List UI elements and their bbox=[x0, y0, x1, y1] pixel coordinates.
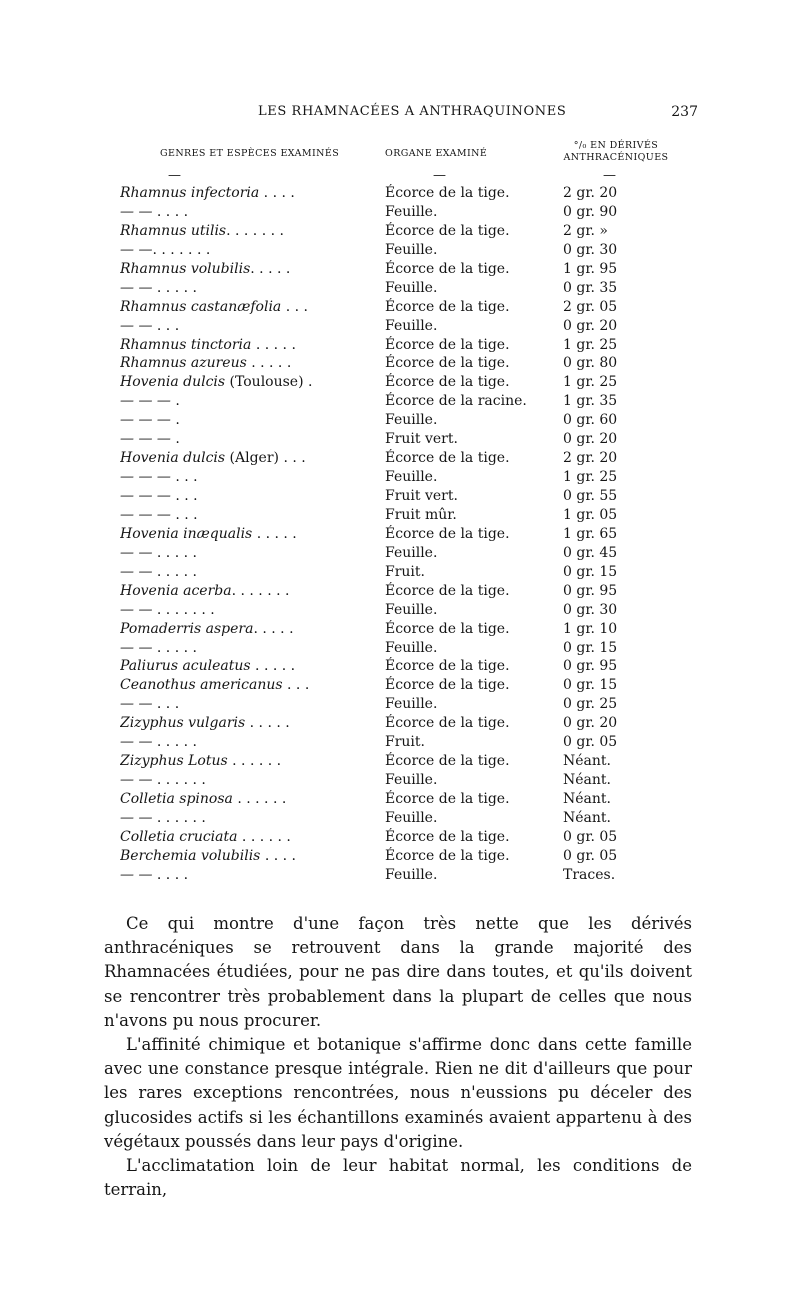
dot-leader: . . . . . bbox=[250, 260, 291, 277]
species-cell bbox=[120, 336, 348, 355]
dot-leader: . . . . bbox=[152, 866, 189, 883]
dot-leader: . . . . . bbox=[250, 658, 296, 675]
organ-cell: Écorce de la racine. bbox=[385, 393, 527, 410]
species-cell bbox=[120, 676, 348, 695]
percentage-cell: 0 gr. 35 bbox=[563, 279, 618, 296]
species-name: — — bbox=[120, 866, 153, 883]
species-cell bbox=[120, 392, 348, 411]
percentage-cell: 1 gr. 25 bbox=[563, 336, 618, 353]
species-name: — — bbox=[120, 639, 153, 656]
dot-leader: . . . . . . bbox=[227, 753, 282, 770]
species-cell bbox=[120, 506, 348, 525]
organ-cell: Écorce de la tige. bbox=[385, 374, 510, 391]
species-name: — — bbox=[120, 601, 153, 618]
table-header bbox=[0, 136, 800, 186]
body-text bbox=[104, 912, 692, 1202]
species-cell bbox=[120, 241, 348, 260]
organ-cell: Écorce de la tige. bbox=[385, 715, 510, 732]
species-name: Hovenia dulcis bbox=[120, 374, 226, 391]
table-row bbox=[0, 866, 800, 885]
organ-cell: Écorce de la tige. bbox=[385, 582, 510, 599]
percentage-cell: 2 gr. 20 bbox=[563, 450, 618, 467]
page-header bbox=[118, 104, 698, 126]
organ-cell: Feuille. bbox=[385, 696, 438, 713]
table-row bbox=[0, 847, 800, 866]
header-dash: — bbox=[433, 168, 446, 183]
organ-cell: Écorce de la tige. bbox=[385, 336, 510, 353]
organ-cell: Feuille. bbox=[385, 317, 438, 334]
header-dash: — bbox=[603, 168, 616, 183]
percentage-cell: Traces. bbox=[563, 866, 616, 883]
species-cell bbox=[120, 487, 348, 506]
organ-cell: Feuille. bbox=[385, 241, 438, 258]
percentage-cell: 2 gr. » bbox=[563, 222, 608, 239]
organ-cell: Écorce de la tige. bbox=[385, 620, 510, 637]
species-name: — — bbox=[120, 317, 153, 334]
table-row bbox=[0, 279, 800, 298]
organ-cell: Feuille. bbox=[385, 809, 438, 826]
percentage-cell: 0 gr. 30 bbox=[563, 601, 618, 618]
percentage-cell: 0 gr. 15 bbox=[563, 563, 618, 580]
percentage-cell: 0 gr. 30 bbox=[563, 241, 618, 258]
species-name: Berchemia volubilis bbox=[120, 847, 261, 864]
table-row bbox=[0, 790, 800, 809]
organ-cell: Écorce de la tige. bbox=[385, 450, 510, 467]
organ-cell: Feuille. bbox=[385, 544, 438, 561]
percentage-cell: 0 gr. 05 bbox=[563, 734, 618, 751]
species-name: Hovenia acerba bbox=[120, 582, 232, 599]
percentage-cell: 1 gr. 25 bbox=[563, 374, 618, 391]
table-row bbox=[0, 354, 800, 373]
organ-cell: Écorce de la tige. bbox=[385, 753, 510, 770]
species-name: — — — bbox=[120, 393, 171, 410]
dot-leader: . . . . . bbox=[245, 715, 290, 732]
table-row bbox=[0, 260, 800, 279]
dot-leader: . bbox=[170, 412, 180, 429]
species-cell bbox=[120, 733, 348, 752]
dot-leader: . bbox=[170, 393, 180, 410]
species-locality: (Alger) bbox=[225, 450, 279, 467]
species-name: Rhamnus infectoria bbox=[120, 185, 260, 201]
dot-leader: . . . bbox=[170, 469, 198, 486]
species-cell bbox=[120, 771, 348, 790]
paragraph: L'affinité chimique et botanique s'affirme donc dans cette famille avec une constance presque intégrale. Rien ne dit d'ailleurs que pour les rares exceptions rencontrées, nous n'eussions pu déceler des glucosides actifs si les échantillons examinés avaient appartenu à des végétaux poussés dans leur pays d'origine. bbox=[104, 1035, 692, 1151]
table-row bbox=[0, 336, 800, 355]
organ-cell: Écorce de la tige. bbox=[385, 677, 510, 694]
percentage-cell: 1 gr. 05 bbox=[563, 506, 618, 523]
running-title: LES RHAMNACÉES A ANTHRAQUINONES bbox=[258, 104, 567, 119]
dot-leader: . . . . . bbox=[152, 639, 197, 656]
species-name: — — — bbox=[120, 431, 171, 448]
dot-leader: . . . . . . bbox=[152, 809, 206, 826]
percentage-cell: 0 gr. 15 bbox=[563, 639, 618, 656]
species-cell bbox=[120, 260, 348, 279]
percentage-cell: Néant. bbox=[563, 809, 611, 826]
species-cell bbox=[120, 203, 348, 222]
species-name: Hovenia inæqualis bbox=[120, 525, 253, 542]
dot-leader: . . . bbox=[152, 317, 180, 334]
dot-leader: . . . . . bbox=[152, 544, 197, 561]
species-cell bbox=[120, 449, 348, 468]
species-name: — — bbox=[120, 544, 153, 561]
percentage-cell: Néant. bbox=[563, 753, 611, 770]
percentage-cell: Néant. bbox=[563, 772, 611, 789]
table-row bbox=[0, 809, 800, 828]
dot-leader: . . . bbox=[282, 677, 310, 694]
column-header-organ: ORGANE EXAMINÉ bbox=[385, 148, 488, 159]
dot-leader: . . . . bbox=[260, 847, 296, 864]
table-row bbox=[0, 582, 800, 601]
dot-leader: . . . . . bbox=[253, 620, 294, 637]
organ-cell: Écorce de la tige. bbox=[385, 525, 510, 542]
organ-cell: Fruit. bbox=[385, 563, 425, 580]
species-cell bbox=[120, 639, 348, 658]
percentage-cell: 1 gr. 10 bbox=[563, 620, 618, 637]
percentage-cell: 0 gr. 05 bbox=[563, 847, 618, 864]
percentage-cell: 0 gr. 80 bbox=[563, 355, 618, 372]
dot-leader: . . . . . bbox=[152, 563, 197, 580]
organ-cell: Écorce de la tige. bbox=[385, 298, 510, 315]
organ-cell: Feuille. bbox=[385, 469, 438, 486]
table-row bbox=[0, 487, 800, 506]
dot-leader: . . . bbox=[152, 696, 180, 713]
table-row bbox=[0, 241, 800, 260]
species-cell bbox=[120, 184, 348, 203]
species-cell bbox=[120, 468, 348, 487]
table-row bbox=[0, 525, 800, 544]
percentage-cell: 2 gr. 05 bbox=[563, 298, 618, 315]
table-row bbox=[0, 828, 800, 847]
organ-cell: Écorce de la tige. bbox=[385, 828, 510, 845]
species-name: Ceanothus americanus bbox=[120, 677, 283, 694]
percentage-cell: 0 gr. 90 bbox=[563, 203, 618, 220]
dot-leader: . bbox=[170, 431, 180, 448]
dot-leader: . bbox=[303, 374, 313, 391]
organ-cell: Feuille. bbox=[385, 203, 438, 220]
dot-leader: . . . . . bbox=[152, 734, 197, 751]
species-cell bbox=[120, 657, 348, 676]
species-cell bbox=[120, 525, 348, 544]
percentage-cell: 1 gr. 25 bbox=[563, 469, 618, 486]
species-name: Colletia cruciata bbox=[120, 828, 238, 845]
table-row bbox=[0, 430, 800, 449]
organ-cell: Fruit mûr. bbox=[385, 506, 457, 523]
dot-leader: . . . . . . bbox=[232, 791, 287, 807]
table-row bbox=[0, 714, 800, 733]
organ-cell: Feuille. bbox=[385, 772, 438, 789]
species-cell bbox=[120, 582, 348, 601]
paragraph: Ce qui montre d'une façon très nette que les dérivés anthracéniques se retrouvent dans la grande majorité des Rhamnacées étudiées, pour ne pas dire dans toutes, et qu'ils doivent se rencontrer très probablement dans la plupart de celles que nous n'avons pu nous procurer. bbox=[104, 914, 692, 1030]
percentage-cell: 1 gr. 65 bbox=[563, 525, 618, 542]
species-name: Hovenia dulcis bbox=[120, 450, 226, 467]
species-cell bbox=[120, 544, 348, 563]
table-row bbox=[0, 771, 800, 790]
organ-cell: Fruit vert. bbox=[385, 488, 458, 504]
table-row bbox=[0, 733, 800, 752]
species-name: — — bbox=[120, 241, 153, 258]
species-name: — — bbox=[120, 696, 153, 713]
organ-cell: Écorce de la tige. bbox=[385, 260, 510, 277]
species-name: — — bbox=[120, 772, 153, 789]
percentage-cell: 0 gr. 95 bbox=[563, 582, 618, 599]
organ-cell: Écorce de la tige. bbox=[385, 222, 510, 239]
percentage-cell: 0 gr. 55 bbox=[563, 488, 618, 504]
dot-leader: . . . bbox=[170, 488, 198, 504]
paragraph: L'acclimatation loin de leur habitat normal, les conditions de terrain, bbox=[104, 1156, 692, 1200]
species-cell bbox=[120, 828, 348, 847]
species-cell bbox=[120, 620, 348, 639]
percentage-cell: 1 gr. 35 bbox=[563, 393, 618, 410]
species-name: — — bbox=[120, 734, 153, 751]
organ-cell: Écorce de la tige. bbox=[385, 185, 510, 201]
species-name: — — — bbox=[120, 506, 171, 523]
species-name: Paliurus aculeatus bbox=[120, 658, 251, 675]
organ-cell: Écorce de la tige. bbox=[385, 355, 510, 372]
organ-cell: Écorce de la tige. bbox=[385, 791, 510, 807]
species-name: — — bbox=[120, 809, 153, 826]
species-name: Zizyphus Lotus bbox=[120, 753, 228, 770]
table-row bbox=[0, 601, 800, 620]
table-row bbox=[0, 184, 800, 203]
species-cell bbox=[120, 847, 348, 866]
species-cell bbox=[120, 601, 348, 620]
organ-cell: Feuille. bbox=[385, 412, 438, 429]
table-row bbox=[0, 392, 800, 411]
header-dash: — bbox=[168, 168, 181, 183]
species-name: — — — bbox=[120, 469, 171, 486]
table-row bbox=[0, 676, 800, 695]
percentage-cell: 1 gr. 95 bbox=[563, 260, 618, 277]
dot-leader: . . . . bbox=[152, 203, 189, 220]
organ-cell: Fruit. bbox=[385, 734, 425, 751]
species-name: Rhamnus tinctoria bbox=[120, 336, 252, 353]
percentage-cell: 0 gr. 05 bbox=[563, 828, 618, 845]
percentage-cell: 0 gr. 60 bbox=[563, 412, 618, 429]
table-row bbox=[0, 544, 800, 563]
species-cell bbox=[120, 279, 348, 298]
data-table bbox=[0, 184, 800, 885]
dot-leader: . . . . . . . bbox=[231, 582, 290, 599]
species-cell bbox=[120, 809, 348, 828]
organ-cell: Écorce de la tige. bbox=[385, 658, 510, 675]
dot-leader: . . . . . . . bbox=[152, 601, 215, 618]
species-cell bbox=[120, 563, 348, 582]
dot-leader: . . . . . . bbox=[237, 828, 291, 845]
organ-cell: Feuille. bbox=[385, 601, 438, 618]
table-row bbox=[0, 222, 800, 241]
species-name: Pomaderris aspera bbox=[120, 620, 254, 637]
table-row bbox=[0, 411, 800, 430]
table-row bbox=[0, 298, 800, 317]
column-header-percent-line2: ANTHRACÉNIQUES bbox=[563, 152, 669, 163]
species-name: Rhamnus volubilis bbox=[120, 260, 251, 277]
percentage-cell: 0 gr. 15 bbox=[563, 677, 618, 694]
species-cell bbox=[120, 695, 348, 714]
column-header-species: GENRES ET ESPÈCES EXAMINÉS bbox=[160, 148, 340, 159]
species-cell bbox=[120, 373, 348, 392]
species-name: — — bbox=[120, 203, 153, 220]
percentage-cell: 0 gr. 20 bbox=[563, 431, 618, 448]
organ-cell: Feuille. bbox=[385, 639, 438, 656]
page-number: 237 bbox=[671, 104, 698, 120]
table-row bbox=[0, 752, 800, 771]
species-cell bbox=[120, 222, 348, 241]
species-cell bbox=[120, 866, 348, 885]
dot-leader: . . . . bbox=[259, 185, 295, 201]
percentage-cell: 0 gr. 45 bbox=[563, 544, 618, 561]
organ-cell: Fruit vert. bbox=[385, 431, 458, 448]
species-name: — — bbox=[120, 279, 153, 296]
table-row bbox=[0, 373, 800, 392]
dot-leader: . . . . . bbox=[252, 525, 297, 542]
species-name: Rhamnus castanæfolia bbox=[120, 298, 282, 315]
percentage-cell: 0 gr. 95 bbox=[563, 658, 618, 675]
table-row bbox=[0, 657, 800, 676]
species-locality: (Toulouse) bbox=[225, 374, 304, 391]
column-header-percent bbox=[556, 140, 676, 164]
percentage-cell: Néant. bbox=[563, 791, 611, 807]
species-name: Colletia spinosa bbox=[120, 791, 233, 807]
dot-leader: . . . . . . . bbox=[226, 222, 284, 239]
dot-leader: . . . bbox=[170, 506, 198, 523]
species-name: Zizyphus vulgaris bbox=[120, 715, 246, 732]
table-row bbox=[0, 317, 800, 336]
species-cell bbox=[120, 752, 348, 771]
organ-cell: Feuille. bbox=[385, 279, 438, 296]
species-cell bbox=[120, 317, 348, 336]
dot-leader: . . . . . . . bbox=[152, 241, 211, 258]
dot-leader: . . . . . bbox=[251, 336, 296, 353]
percentage-cell: 2 gr. 20 bbox=[563, 185, 618, 201]
table-row bbox=[0, 506, 800, 525]
table-row bbox=[0, 639, 800, 658]
dot-leader: . . . bbox=[281, 298, 308, 315]
dot-leader: . . . . . bbox=[152, 279, 197, 296]
table-row bbox=[0, 449, 800, 468]
table-row bbox=[0, 695, 800, 714]
percentage-cell: 0 gr. 20 bbox=[563, 715, 618, 732]
species-name: Rhamnus azureus bbox=[120, 355, 247, 372]
species-cell bbox=[120, 714, 348, 733]
dot-leader: . . . . . bbox=[246, 355, 292, 372]
table-row bbox=[0, 620, 800, 639]
dot-leader: . . . . . . bbox=[152, 772, 206, 789]
species-cell bbox=[120, 354, 348, 373]
species-name: — — bbox=[120, 563, 153, 580]
table-row bbox=[0, 563, 800, 582]
species-cell bbox=[120, 790, 348, 809]
table-row bbox=[0, 203, 800, 222]
species-name: Rhamnus utilis bbox=[120, 222, 227, 239]
table-row bbox=[0, 468, 800, 487]
organ-cell: Feuille. bbox=[385, 866, 438, 883]
organ-cell: Écorce de la tige. bbox=[385, 847, 510, 864]
species-name: — — — bbox=[120, 488, 171, 504]
species-cell bbox=[120, 430, 348, 449]
dot-leader: . . . bbox=[279, 450, 306, 467]
percentage-cell: 0 gr. 20 bbox=[563, 317, 618, 334]
species-cell bbox=[120, 298, 348, 317]
species-cell bbox=[120, 411, 348, 430]
column-header-percent-line1: °/₀ EN DÉRIVÉS bbox=[573, 140, 659, 151]
species-name: — — — bbox=[120, 412, 171, 429]
percentage-cell: 0 gr. 25 bbox=[563, 696, 618, 713]
